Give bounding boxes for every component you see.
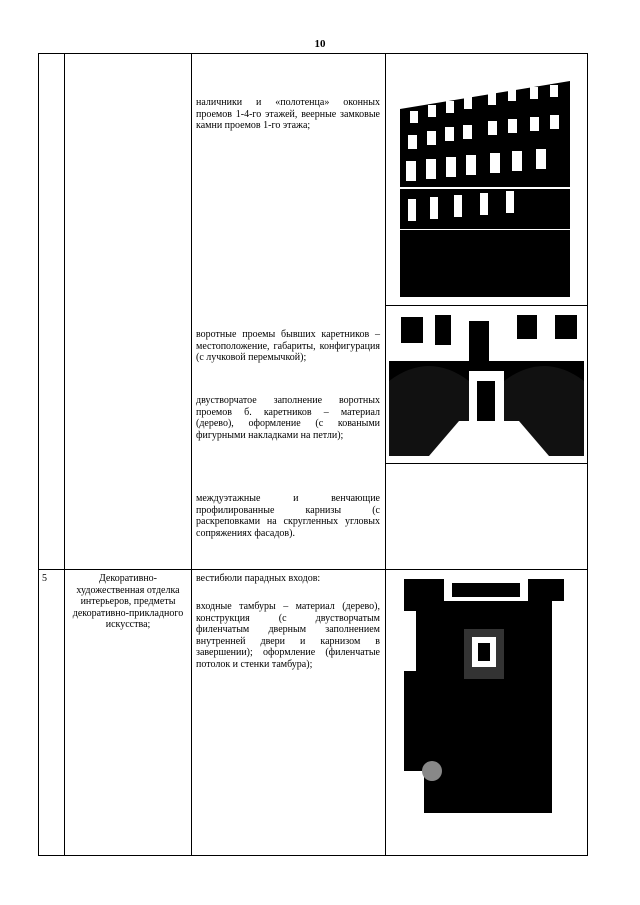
column-divider-1: [64, 53, 65, 856]
row-1-entry-1: наличники и «полотенца» оконных проемов 1-4-го этажей, веерные замковые камни проемов 1-го этажа;: [196, 97, 380, 131]
row-1-entry-4: междуэтажные и венчающие профилированные карнизы (с раскреповками на скругленных угловых сопряжениях фасадов).: [196, 493, 380, 539]
table-border-top: [38, 53, 588, 54]
row-divider: [38, 569, 588, 570]
table-border-bottom: [38, 855, 588, 856]
row-2-entry-2: входные тамбуры – материал (дерево), конструкция (с двустворчатым филенчатым дверным заполнением внутренней двери и карнизом в завершении); оформление (филенчатые потолок и стенки тамбура);: [196, 601, 380, 670]
photo-divider-1: [385, 305, 588, 306]
row-1-entry-3: двустворчатое заполнение воротных проемов б. каретников – материал (дерево), оформление (с коваными фигурными накладками на петли);: [196, 395, 380, 441]
table-border-left: [38, 53, 39, 856]
row-1-entry-2: воротные проемы бывших каретников – местоположение, габариты, конфигурация (с лучковой перемычкой);: [196, 329, 380, 363]
table-border-right: [587, 53, 588, 856]
row-2-category: Декоративно-художественная отделка интерьеров, предметы декоративно-прикладного искусства;: [72, 573, 184, 630]
gateway-photo: [389, 311, 584, 456]
column-divider-2: [191, 53, 192, 856]
row-2-entry-1: вестибюли парадных входов:: [196, 573, 321, 584]
row-2-number: 5: [42, 573, 47, 584]
vestibule-photo: [404, 571, 564, 813]
photo-divider-2: [385, 463, 588, 464]
monument-table: [38, 53, 588, 856]
column-divider-3: [385, 53, 386, 856]
facade-photo: [400, 69, 570, 297]
page-number: 10: [314, 38, 326, 50]
